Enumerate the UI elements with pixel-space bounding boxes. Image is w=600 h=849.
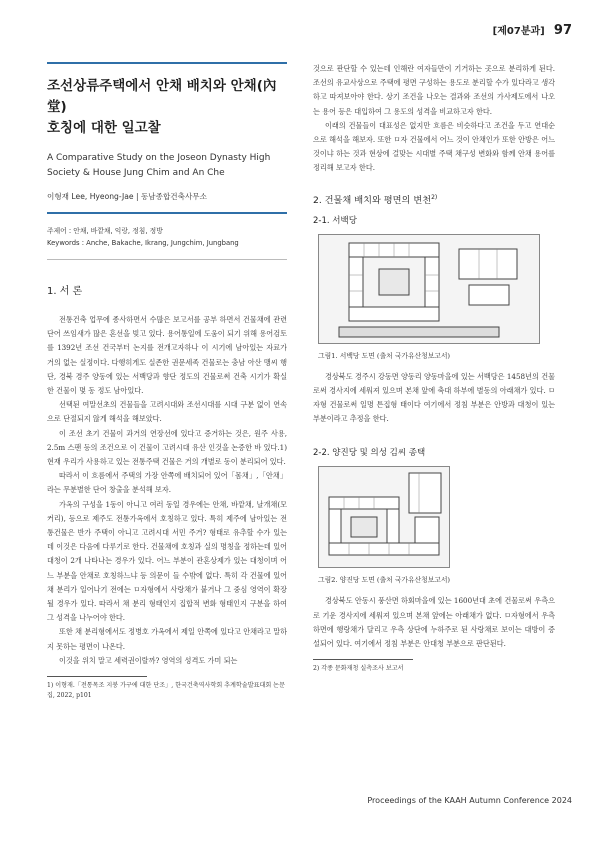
korean-title-line1: 조선상류주택에서 안채 배치와 안채(內堂) xyxy=(47,78,277,115)
korean-title xyxy=(47,76,287,139)
footnote-1: 1) 이형재.「전통목조 지붕 가구에 대한 단조」, 한국건축역사학회 추계학술발표대회 논문집, 2022, p101 xyxy=(47,682,285,700)
paragraph: 선택된 여말선초의 건물들을 고려시대와 조선시대를 시대 구분 없이 연속으로 단절되지 않게 해석을 해보았다. xyxy=(47,400,287,424)
keywords-bottom-rule xyxy=(47,259,287,260)
section-label: [제07분과] xyxy=(492,26,545,37)
paragraph: 것으로 판단할 수 있는데 인해란 여자들만이 기거하는 곳으로 분리하게 된다. 조선의 유교사상으로 주택에 평면 구성하는 용도로 분리할 수가 있다라고 생각하고 따져보아야 한다. 상기 조건을 나오는 결과와 조선의 가사제도에서 나오는 용어 등은 대입하여 그 용도의 성격을 비교하고자 한다. xyxy=(313,64,555,116)
running-header xyxy=(493,22,572,38)
paragraph: 이래의 건물들이 대표성은 없지만 흐름은 비슷하다고 조건을 두고 연대순으로 해석을 해보자. 또한 ㅁ자 건물에서 어느 것이 안채인가 또한 안방은 어느것이냐 하는 것과 현상에 걸맞는 시대별 주택 채구성 변화와 함께 안채 용어를 정리해 보고자 한다. xyxy=(313,120,555,173)
section2-footnote-ref: 2) xyxy=(431,193,438,201)
subsection-2-1-heading: 2-1. 서백당 xyxy=(313,215,357,226)
author-line: 이형재 Lee, Hyeong-Jae | 동남종합건축사무소 xyxy=(47,192,207,201)
section1-heading: 1. 서 론 xyxy=(47,286,83,297)
floor-plan-figure-1 xyxy=(318,234,540,344)
title-top-rule xyxy=(47,62,287,64)
paragraph: 이 조선 초기 건물이 과거의 연장선에 있다고 증거하는 것은, 원주 사용, 2.5m 스팬 등의 조건으로 이 건물이 고려시대 유산 인것을 논증한 바 있다.1) 현재 우리가 사용하고 있는 전통주택 건물은 거의 개별로 동이 분리되어 있다. xyxy=(47,428,287,467)
paragraph: 전통건축 업무에 종사하면서 수많은 보고서를 공부 하면서 건물채에 관련 단어 쓰임새가 많은 혼선을 빚고 있다. 용어통일에 도움이 되기 위해 용어검토를 1392년 조선 건국부터 논지를 전개고자하나 이 시기에 남아있는 자료가 거의 없는 실정이다. 다행히게도 실존한 권문세족 건물로는 충남 아산 맹씨 행단, 경북 경주 양동에 있는 서백당과 향단 정도의 건물로써 건축 시기가 확실한 건물이 몇 동 정도 남아있다. xyxy=(47,315,287,396)
page-number: 97 xyxy=(553,23,572,38)
korean-title-line2: 호칭에 대한 일고찰 xyxy=(47,120,161,136)
section1-body xyxy=(47,313,287,668)
footnote-rule xyxy=(47,676,147,677)
paragraph: 이것을 위치 말고 세력권이랄까? 영역의 성격도 가미 되는 xyxy=(59,655,238,665)
paragraph: 또한 채 분리형에서도 정병호 가옥에서 제일 안쪽에 있다고 안채라고 말하지 못하는 평면이 나온다. xyxy=(47,627,287,651)
section2-heading xyxy=(313,192,555,206)
figure-1-caption: 그림1. 서백당 도면 (출처 국가유산청보고서) xyxy=(318,351,451,360)
footnote-rule xyxy=(313,659,413,660)
paragraph: 경상북도 안동시 풍산면 하회마을에 있는 1600년대 초에 건물로써 우측으로 기운 경사지에 세워져 있으며 본채 앞에는 아래채가 없다. ㅁ자형에서 우측 하면에 행랑채가 달리고 우측 상단에 누하주로 된 사랑채로 보이는 대방이 증설되어 있다. 여기에서 정침 부분은 안대청 부분으로 판단된다. xyxy=(313,596,555,649)
floor-plan-figure-2 xyxy=(318,466,450,568)
figure-2-caption: 그림2. 양진당 도면 (출처 국가유산청보고서) xyxy=(318,576,451,585)
subsection-2-2-body xyxy=(313,594,555,651)
paragraph: 따라서 이 흐름에서 주택의 가장 안쪽에 배치되어 있어「몸채」,「안채」라는 무분별한 단어 창출을 분석해 보자. xyxy=(47,471,287,495)
section2-heading-text: 2. 건물채 배치와 평면의 변천 xyxy=(313,194,432,206)
subsection-2-2-heading: 2-2. 양진당 및 의성 김씨 종택 xyxy=(313,448,426,459)
english-title xyxy=(47,151,287,181)
floor-plan-drawing-2 xyxy=(319,467,449,567)
subsection-2-1-body xyxy=(313,370,555,427)
keywords-en: Keywords : Anche, Bakache, Ikrang, Jungchim, Jungbang xyxy=(47,239,239,247)
right-intro xyxy=(313,62,555,176)
paragraph: 가옥의 구성을 1동이 아니고 여러 동일 경우에는 안채, 바깥채, 날개채(모커리), 등으로 제주도 전통가옥에서 호칭하고 있다. 특히 제주에 남아있는 전통건물은 반가 주택이 아니고 고려시대 서민 주거? 형태로 유추할 수가 있는데 이것은 다음에 다루기로 한다. 건물채에 호칭과 실의 명칭을 정하는데 있어 대청이 2개 나타나는 경우가 있다. 어느 부분이 관혼상제가 있는 대청이며 어느 부분을 안채로 호칭하느냐 등 의문이 들 수밖에 없다. 특히 각 건물에 있어 채 분리가 일어나기 전에는 ㅁ자형에서 사랑채가 붙거나 그 중심 영역이 확장될 경우가 있다. 따라서 채 분리 형태인지 집합적 변화 형태인지 구분을 하여 그 성격을 나누어야 한다. xyxy=(47,499,287,623)
english-title-line2: Society & House Jung Chim and An Che xyxy=(47,168,225,178)
footnote-2: 2) 각종 문화재청 실측조사 보고서 xyxy=(313,665,404,673)
proceedings-footer: Proceedings of the KAAH Autumn Conference 2024 xyxy=(367,796,572,805)
floor-plan-drawing-1 xyxy=(319,235,539,343)
right-column xyxy=(313,62,555,674)
keywords-block xyxy=(47,225,287,249)
keywords-ko: 주제어 : 안채, 바깥채, 익랑, 정침, 정방 xyxy=(47,227,163,235)
left-column xyxy=(47,62,287,701)
english-title-line1: A Comparative Study on the Joseon Dynasty High xyxy=(47,153,271,163)
author-bottom-rule xyxy=(47,212,287,214)
paragraph: 경상북도 경주시 강동면 양동리 양동마을에 있는 서백당은 1458년의 건물로써 경사지에 세워져 있으며 본채 앞에 축대 하부에 별동의 아래채가 있다. ㅁ자형 건물로써 일명 튼집형 태이다 여기에서 정침 부분은 안방과 대청이 있는 부분이라고 추정을 한다. xyxy=(313,371,555,424)
